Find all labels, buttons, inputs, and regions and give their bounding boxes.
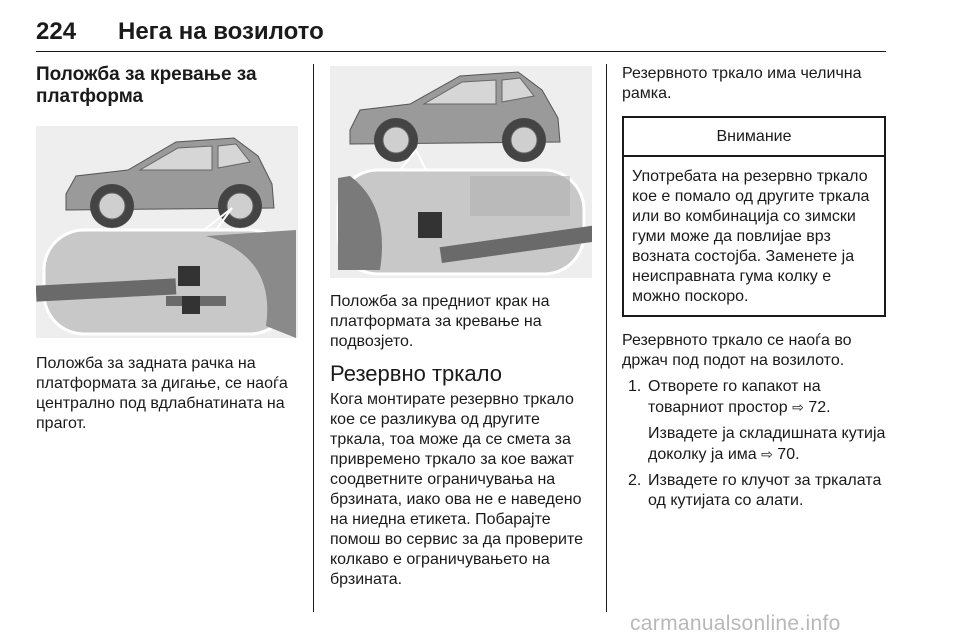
- steps-list-continued: [622, 471, 886, 511]
- car-side-rear-lift-graphic: [36, 126, 298, 338]
- page-ref-arrow-icon: ⇨: [761, 446, 773, 462]
- front-lift-caption: Положба за предниот крак на платформата за кревање на подвозјето.: [330, 293, 550, 350]
- section-subheading: Положба за кревање за платформа: [36, 64, 257, 107]
- column-3: [622, 64, 886, 511]
- page-ref-arrow-icon: ⇨: [792, 399, 804, 415]
- steps-list: [622, 377, 886, 418]
- front-lift-point-illustration: [330, 66, 592, 278]
- step-text: Извадете го клучот за тркалата од кутијата со алати.: [648, 472, 882, 509]
- chapter-title: Нега на возилото: [118, 18, 324, 45]
- list-item: [622, 471, 886, 511]
- step-page-ref: 72.: [808, 399, 831, 416]
- spare-wheel-body: Кога монтирате резервно тркало кое се разликува од другите тркала, тоа може да се смета за привремено тркало за кое важат соодветните ограничувања на брзината, иако ова не е наведено на ниедна етикета. Побарајте помош во сервис за да проверите колкаво е ограничувањето на брзината.: [330, 391, 584, 588]
- substep-text: Извадете ја складишната кутија доколку ја има: [648, 425, 886, 463]
- spare-wheel-location: Резервното тркало се наоѓа во држач под подот на возилото.: [622, 332, 852, 369]
- step-text: Отворете го капакот на товарниот простор: [648, 378, 821, 416]
- spare-wheel-intro: Резервното тркало има челична рамка.: [622, 65, 862, 102]
- step-number: 2.: [628, 472, 642, 489]
- site-watermark: carmanualsonline.info: [630, 612, 841, 635]
- car-side-front-lift-graphic: [330, 66, 592, 278]
- column-divider-2: [606, 64, 607, 612]
- column-divider-1: [313, 64, 314, 612]
- step-number: 1.: [628, 378, 642, 395]
- column-1: [36, 64, 298, 434]
- step-1-substep: [622, 424, 886, 465]
- page-number: 224: [36, 18, 77, 45]
- substep-page-ref: 70.: [777, 446, 800, 463]
- caution-box: [622, 116, 886, 317]
- caution-body: Употребата на резервно тркало кое е помало од другите тркала или во комбинација со зимски гуми може да повлијае врз возната состојба. Заменете ја неисправната гума колку е можно поскоро.: [632, 168, 870, 305]
- list-item: [622, 377, 886, 418]
- page-header: [36, 12, 886, 52]
- section-heading-spare-wheel: Резервно тркало: [330, 361, 502, 386]
- column-2: [330, 64, 592, 590]
- rear-lift-caption: Положба за задната рачка на платформата за дигање, се наоѓа централно под вдлабнатината на прагот.: [36, 355, 288, 432]
- rear-lift-point-illustration: [36, 126, 298, 338]
- caution-title: Внимание: [624, 118, 884, 157]
